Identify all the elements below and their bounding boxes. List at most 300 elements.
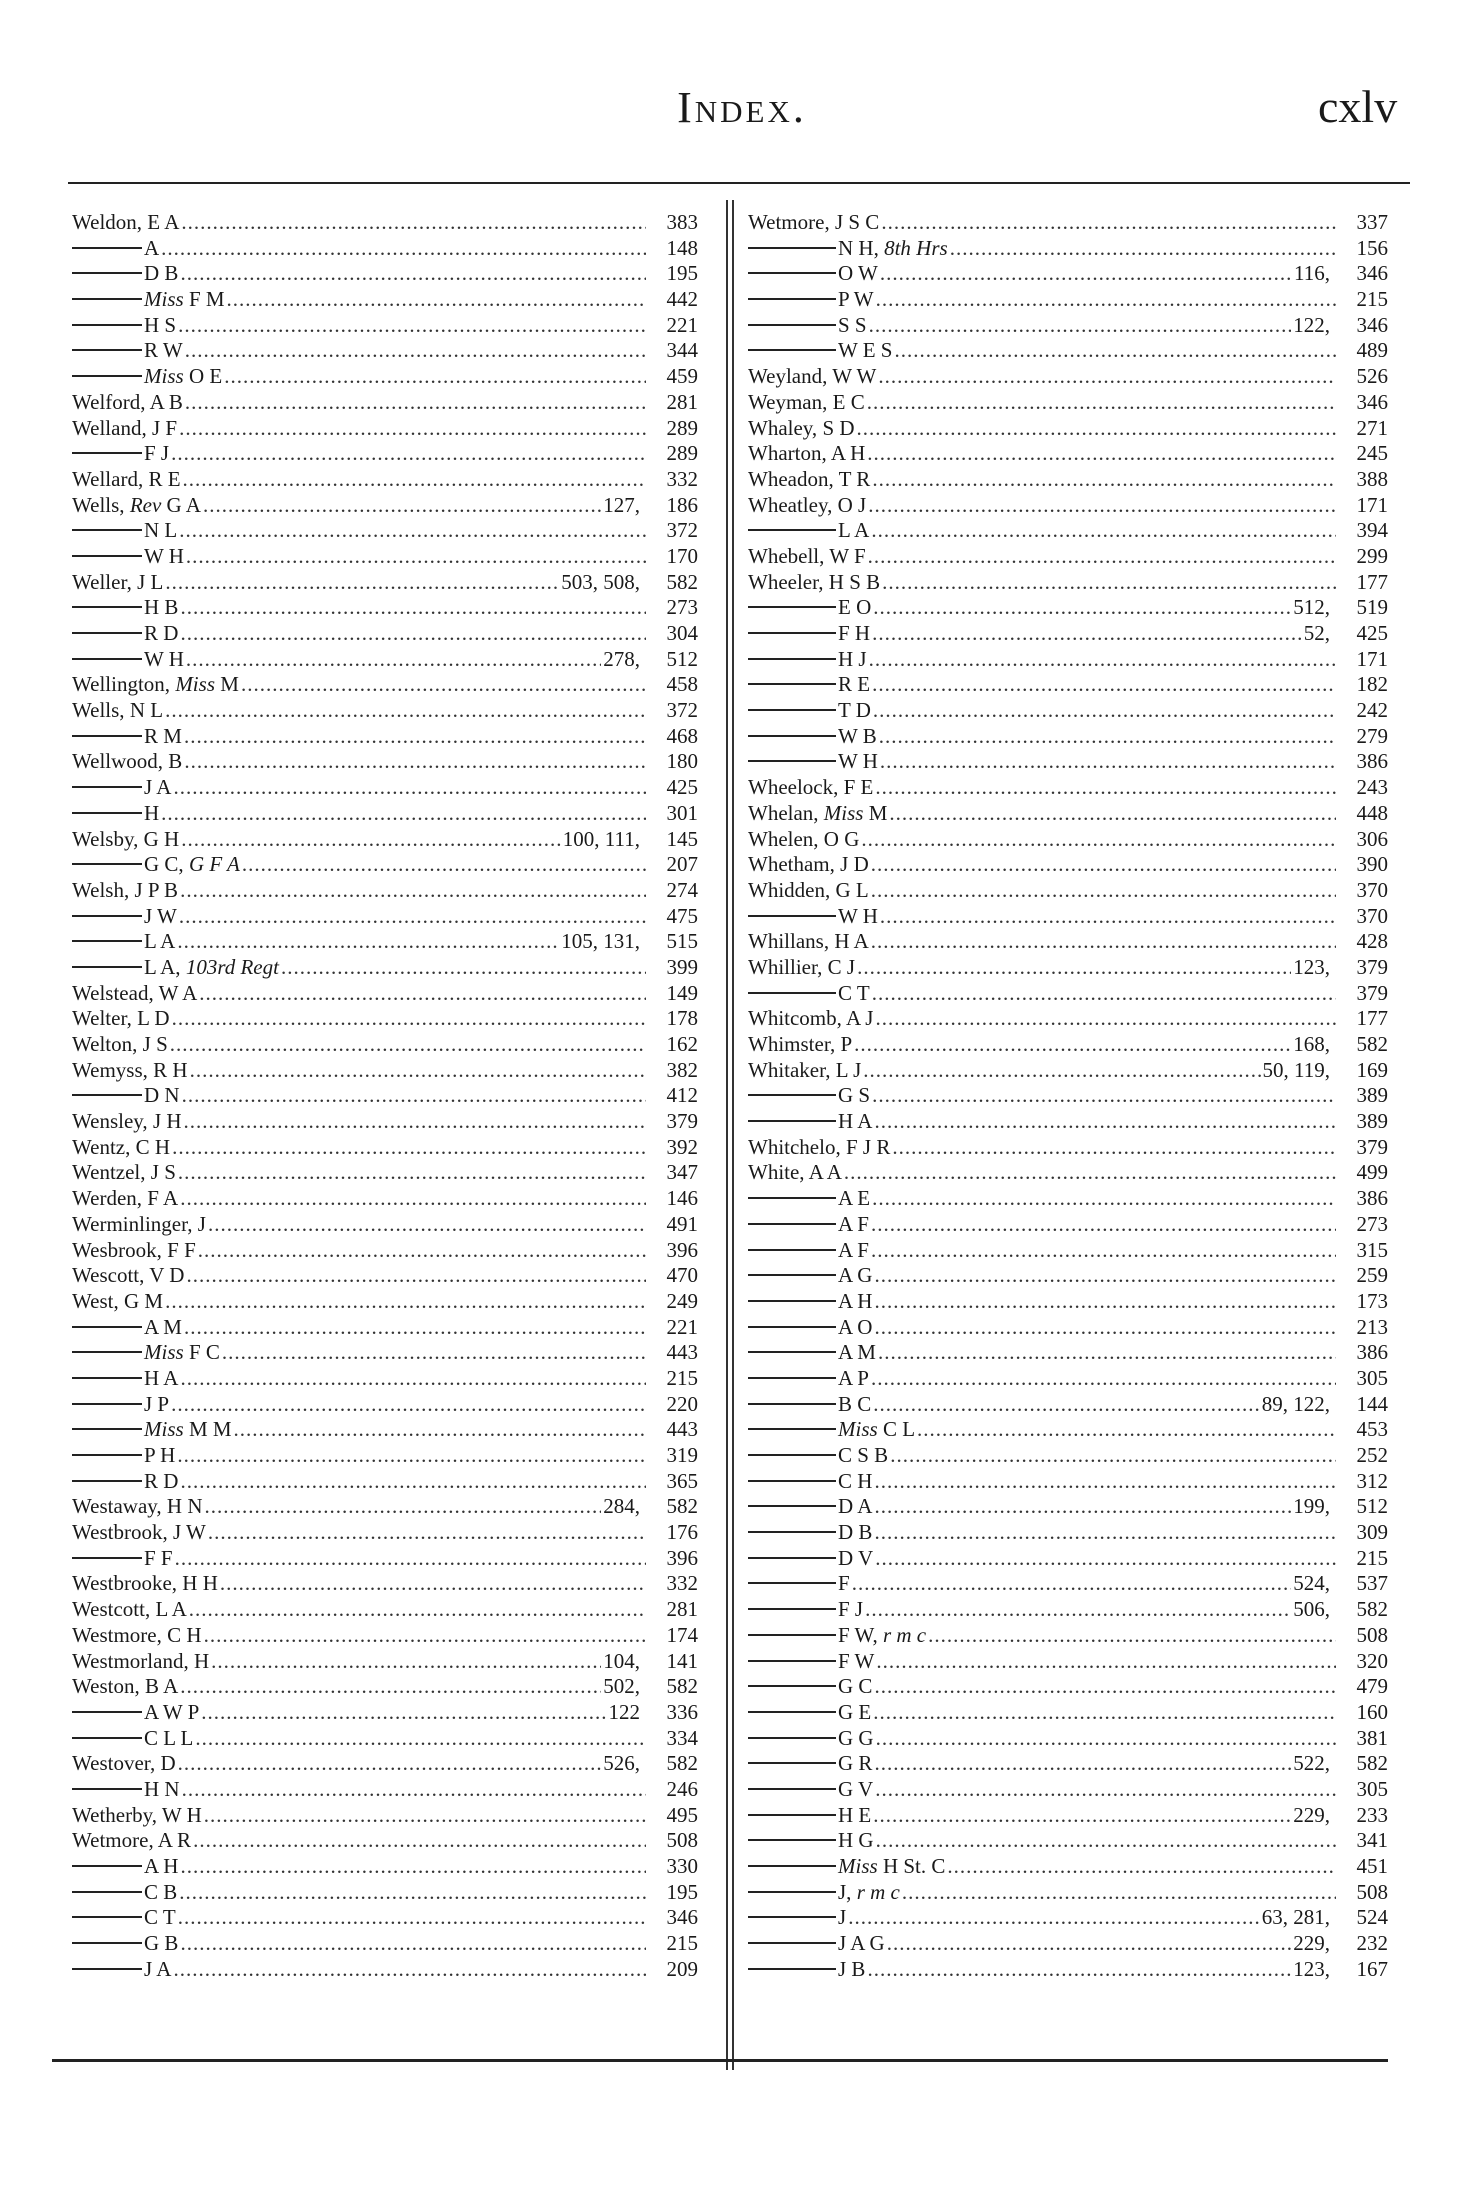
ditto-dash [748,1968,836,1970]
dot-leader [211,1649,601,1675]
index-entry [748,1160,1388,1186]
index-entry [748,1880,1388,1906]
page-ref: 389 [1356,1109,1388,1134]
dot-leader [871,1366,1336,1392]
surname: Westover, [72,1751,156,1776]
index-entry [748,467,1388,493]
given-initials: G H [143,826,180,851]
surname: Wentz, [72,1134,131,1159]
extra-pages: 50, 119, [1262,1057,1330,1082]
given-initials: R D [144,1468,179,1493]
page-ref: 246 [666,1776,698,1801]
index-entry [748,1854,1388,1880]
given-initials: G V [838,1776,874,1801]
surname: Westcott, [72,1597,151,1622]
index-entry [748,338,1388,364]
page-ref: 389 [1356,1083,1388,1108]
given-initials: C B [144,1879,178,1904]
page-ref: 182 [1356,672,1388,697]
given-initials: T D [838,698,871,723]
entry-name [144,364,222,390]
index-entry [72,338,698,364]
dot-leader [175,1546,646,1572]
index-entry [72,1700,698,1726]
page-ref: 146 [666,1186,698,1211]
entry-name [838,236,948,262]
page-ref: 512 [1356,1494,1388,1519]
given-initials: W W [832,364,877,389]
ditto-dash [72,1351,142,1353]
given-initials: H N [166,1494,203,1519]
index-entry [748,1726,1388,1752]
surname: Weldon, [72,210,143,234]
ditto-dash [72,1377,142,1379]
ditto-dash [748,272,836,274]
dot-leader [875,775,1336,801]
ditto-dash [748,1685,836,1687]
ditto-dash [748,915,836,917]
page-ref: 160 [1356,1699,1388,1724]
index-entry [748,1957,1388,1983]
index-entry [72,416,698,442]
index-entry [72,1957,698,1983]
index-entry [748,878,1388,904]
dot-leader [878,364,1336,390]
given-initials: F H [838,621,871,645]
index-entry [748,364,1388,390]
dot-leader [180,878,646,904]
page-ref: 383 [666,210,698,234]
page-ref: 346 [1356,312,1388,337]
index-entry [748,1443,1388,1469]
index-entry [748,518,1388,544]
page-ref: 315 [1356,1237,1388,1262]
page-ref: 242 [1356,698,1388,723]
surname: Weyman, [748,389,828,414]
page-ref: 170 [666,543,698,568]
index-entry [748,749,1388,775]
ditto-dash [72,1891,142,1893]
given-initials: C T [144,1905,176,1930]
ditto-dash [748,1711,836,1713]
index-entry [72,672,698,698]
given-initials: M [868,800,888,825]
page-ref: 346 [666,1905,698,1930]
ditto-dash [748,349,836,351]
ditto-dash [72,966,142,968]
ditto-dash [72,349,142,351]
surname: Wheatley, [748,492,833,517]
entry-name [72,672,239,698]
entry-name [838,338,892,364]
dot-leader [179,904,646,930]
page-ref: 171 [1356,492,1388,517]
index-entry [748,1083,1388,1109]
extra-pages: 503, 508, [561,569,640,594]
given-initials: A [144,235,160,260]
entry-name [144,1469,178,1495]
dot-leader [872,621,1302,647]
extra-pages: 229, [1293,1802,1330,1827]
given-initials: G E [838,1699,872,1724]
index-entry [748,261,1388,287]
extra-pages: 89, 122, [1261,1391,1330,1416]
extra-pages: 506, [1293,1597,1330,1622]
title-prefix: Miss [175,672,215,697]
ditto-dash [72,1942,142,1944]
dot-leader [872,1186,1336,1212]
entry-name [72,1649,209,1675]
dot-leader [874,1751,1291,1777]
dot-leader [179,1880,646,1906]
entry-note: 103rd Regt [185,954,279,979]
dot-leader [874,1520,1336,1546]
page-ref: 304 [666,621,698,645]
ditto-dash [748,1094,836,1096]
index-entry [72,698,698,724]
index-entry [748,1263,1388,1289]
page-ref: 180 [666,749,698,774]
index-entry [72,1828,698,1854]
index-entry [72,1726,698,1752]
page-ref: 537 [1356,1571,1388,1596]
page-ref: 279 [1356,723,1388,748]
dot-leader [861,827,1336,853]
index-entry [72,1674,698,1700]
surname: Whetham, [748,852,835,877]
index-entry [748,1315,1388,1341]
surname: Weller, [72,569,132,594]
dot-leader [868,493,1336,519]
given-initials: C H [135,1134,171,1159]
page-ref: 162 [666,1032,698,1056]
dot-leader [892,1135,1336,1161]
given-initials: D B [144,261,179,286]
entry-name [748,878,869,904]
entry-name [838,1340,876,1366]
page-ref: 412 [666,1083,698,1108]
dot-leader [195,1726,646,1752]
ditto-dash [72,606,142,608]
page-ref: 372 [666,518,698,543]
given-initials: B A [144,1674,179,1699]
dot-leader [879,724,1336,750]
dot-leader [857,416,1336,442]
entry-name [838,904,878,930]
index-entry [72,544,698,570]
entry-name [72,1520,206,1546]
entry-name [748,210,879,236]
entry-name [838,1263,872,1289]
index-entry [72,390,698,416]
page-ref: 425 [666,775,698,800]
surname: Werminlinger, [72,1211,193,1236]
surname: Whitaker, [748,1057,831,1082]
page-ref: 582 [666,1674,698,1699]
dot-leader [180,1931,646,1957]
index-entry [748,1905,1388,1931]
entry-name [838,595,871,621]
extra-pages: 104, [603,1648,640,1673]
page-ref: 379 [1356,980,1388,1005]
dot-leader [203,493,601,519]
dot-leader [184,749,646,775]
given-initials: A J [846,1006,874,1031]
page-ref: 171 [1356,646,1388,671]
page-ref: 252 [1356,1443,1388,1467]
ditto-dash [748,1403,836,1405]
given-initials: G L [835,877,869,902]
page-ref: 382 [666,1057,698,1082]
entry-name [144,1905,176,1931]
entry-name [748,1160,842,1186]
entry-name [144,1392,169,1418]
title-prefix: Miss [144,364,184,389]
surname: Weyland, [748,364,828,389]
index-entry [72,1160,698,1186]
given-initials: C H [167,1622,202,1647]
index-column-left [72,210,698,1982]
entry-name [144,1777,180,1803]
page-ref: 207 [666,852,698,877]
index-entry [72,1032,698,1058]
extra-pages: 123, [1293,1956,1330,1981]
ditto-dash [748,1865,836,1867]
dot-leader [178,1160,646,1186]
index-entry [748,775,1388,801]
dot-leader [875,1006,1336,1032]
entry-name [72,467,181,493]
index-entry [72,1366,698,1392]
index-entry [748,544,1388,570]
page-ref: 215 [1356,1545,1388,1570]
page-ref: 332 [666,1571,698,1596]
page-ref: 582 [666,569,698,594]
ditto-dash [748,1634,836,1636]
dot-leader [876,1649,1336,1675]
given-initials: A M [838,1340,876,1365]
ditto-dash [72,324,142,326]
entry-name [72,749,182,775]
page-ref: 381 [1356,1725,1388,1750]
dot-leader [873,1803,1291,1829]
entry-name [838,1546,873,1572]
entry-name [144,313,176,339]
entry-name [838,672,870,698]
given-initials: C J [827,954,856,979]
page-ref: 215 [666,1365,698,1390]
page-ref: 176 [666,1520,698,1545]
entry-name [838,1751,872,1777]
given-initials: L D [137,1006,170,1031]
given-initials: L A [144,929,176,954]
ditto-dash [748,683,836,685]
dot-leader [178,1751,602,1777]
index-entry [748,1597,1388,1623]
dot-leader [873,698,1336,724]
dot-leader [867,441,1336,467]
extra-pages: 122, [1293,312,1330,337]
index-entry [748,210,1388,236]
page-ref: 221 [666,1314,698,1339]
dot-leader [224,364,646,390]
index-entry [72,467,698,493]
surname: Welland, [72,415,147,440]
page-ref: 259 [1356,1263,1388,1288]
dot-leader [180,1854,646,1880]
entry-note: 8th Hrs [884,235,948,260]
given-initials: R E [838,672,871,697]
index-entry [72,1803,698,1829]
index-entry [72,852,698,878]
index-entry [72,1571,698,1597]
title-prefix: Rev [129,492,162,517]
extra-pages: 127, [603,492,640,517]
surname: Welsh, [72,877,130,902]
page-ref: 489 [1356,338,1388,363]
dot-leader [928,1623,1336,1649]
surname: Wheeler, [748,569,824,594]
page-ref: 512 [666,646,698,671]
dot-leader [281,955,646,981]
given-initials: D A [838,1494,873,1519]
given-initials: R D [144,621,179,645]
index-entry [72,570,698,596]
given-initials: H A [144,1365,179,1390]
ditto-dash [748,1300,836,1302]
page-ref: 173 [1356,1288,1388,1313]
index-entry [72,724,698,750]
entry-name [838,749,878,775]
given-initials: J S [150,1160,176,1185]
page-ref: 399 [666,954,698,979]
ditto-dash [748,1505,836,1507]
entry-name [144,595,178,621]
index-entry [72,493,698,519]
dot-leader [173,1957,646,1983]
surname: Westbrook, [72,1520,168,1545]
page-ref: 319 [666,1443,698,1467]
ditto-dash [72,1968,142,1970]
page-ref: 344 [666,338,698,363]
ditto-dash [748,1249,836,1251]
entry-name [72,416,177,442]
dot-leader [186,544,646,570]
ditto-dash [748,992,836,994]
given-initials: J S C [834,210,880,234]
extra-pages: 63, 281, [1261,1905,1330,1930]
page-ref: 195 [666,261,698,286]
given-initials: W E S [838,338,893,363]
dot-leader [917,1417,1336,1443]
index-entry [748,827,1388,853]
index-entry [72,1854,698,1880]
given-initials: A W P [144,1699,200,1724]
index-entry [72,621,698,647]
index-entry [72,929,698,955]
entry-name [144,441,169,467]
index-entry [748,570,1388,596]
given-initials: W H [838,749,878,774]
surname: Westmorland, [72,1648,189,1673]
entry-name [72,1597,187,1623]
index-entry [748,981,1388,1007]
index-entry [748,1340,1388,1366]
index-entry [72,1006,698,1032]
dot-leader [165,698,646,724]
page-ref: 274 [666,877,698,902]
page-ref: 336 [666,1699,698,1724]
page-ref: 141 [666,1648,698,1673]
given-initials: F W [838,1648,875,1673]
surname: Wells, [72,698,125,723]
page-ref: 370 [1356,877,1388,902]
extra-pages: 502, [603,1674,640,1699]
given-initials: J, [838,1879,852,1904]
entry-name [748,390,865,416]
page-ref: 479 [1356,1674,1388,1699]
page-ref: 379 [666,1109,698,1134]
index-entry [72,1469,698,1495]
page-ref: 195 [666,1879,698,1904]
given-initials: H St. C [882,1854,946,1878]
page-ref: 332 [666,466,698,491]
given-initials: P H [144,1443,176,1467]
given-initials: G G [838,1725,874,1750]
page-ref: 281 [666,389,698,414]
entry-name [838,1803,871,1829]
top-rule [68,182,1410,184]
page-ref: 396 [666,1237,698,1262]
entry-name [838,1571,850,1597]
index-entry [748,416,1388,442]
dot-leader [848,1905,1260,1931]
dot-leader [184,1109,646,1135]
page-ref: 470 [666,1263,698,1288]
title-prefix: Miss [144,287,184,312]
dot-leader [873,1392,1259,1418]
entry-name [72,1751,176,1777]
dot-leader [180,261,646,287]
entry-name [748,929,869,955]
dot-leader [874,1289,1336,1315]
index-entry [748,1366,1388,1392]
entry-name [838,1366,869,1392]
given-initials: P W [838,287,874,312]
entry-name [144,1083,180,1109]
dot-leader [867,1957,1291,1983]
given-initials: G M [123,1288,164,1313]
given-initials: G A [166,492,201,517]
entry-name [72,1803,202,1829]
given-initials: S D [822,415,855,440]
entry-name [72,493,201,519]
given-initials: J L [137,569,164,594]
entry-name [838,1880,900,1906]
dot-leader [894,338,1336,364]
page-ref: 144 [1356,1391,1388,1416]
given-initials: G R [838,1751,873,1776]
dot-leader [180,1674,601,1700]
entry-name [748,544,866,570]
index-entry [72,904,698,930]
page-ref: 372 [666,698,698,723]
dot-leader [181,827,561,853]
dot-leader [882,570,1336,596]
entry-name [838,1469,872,1495]
ditto-dash [748,760,836,762]
dot-leader [178,1905,646,1931]
